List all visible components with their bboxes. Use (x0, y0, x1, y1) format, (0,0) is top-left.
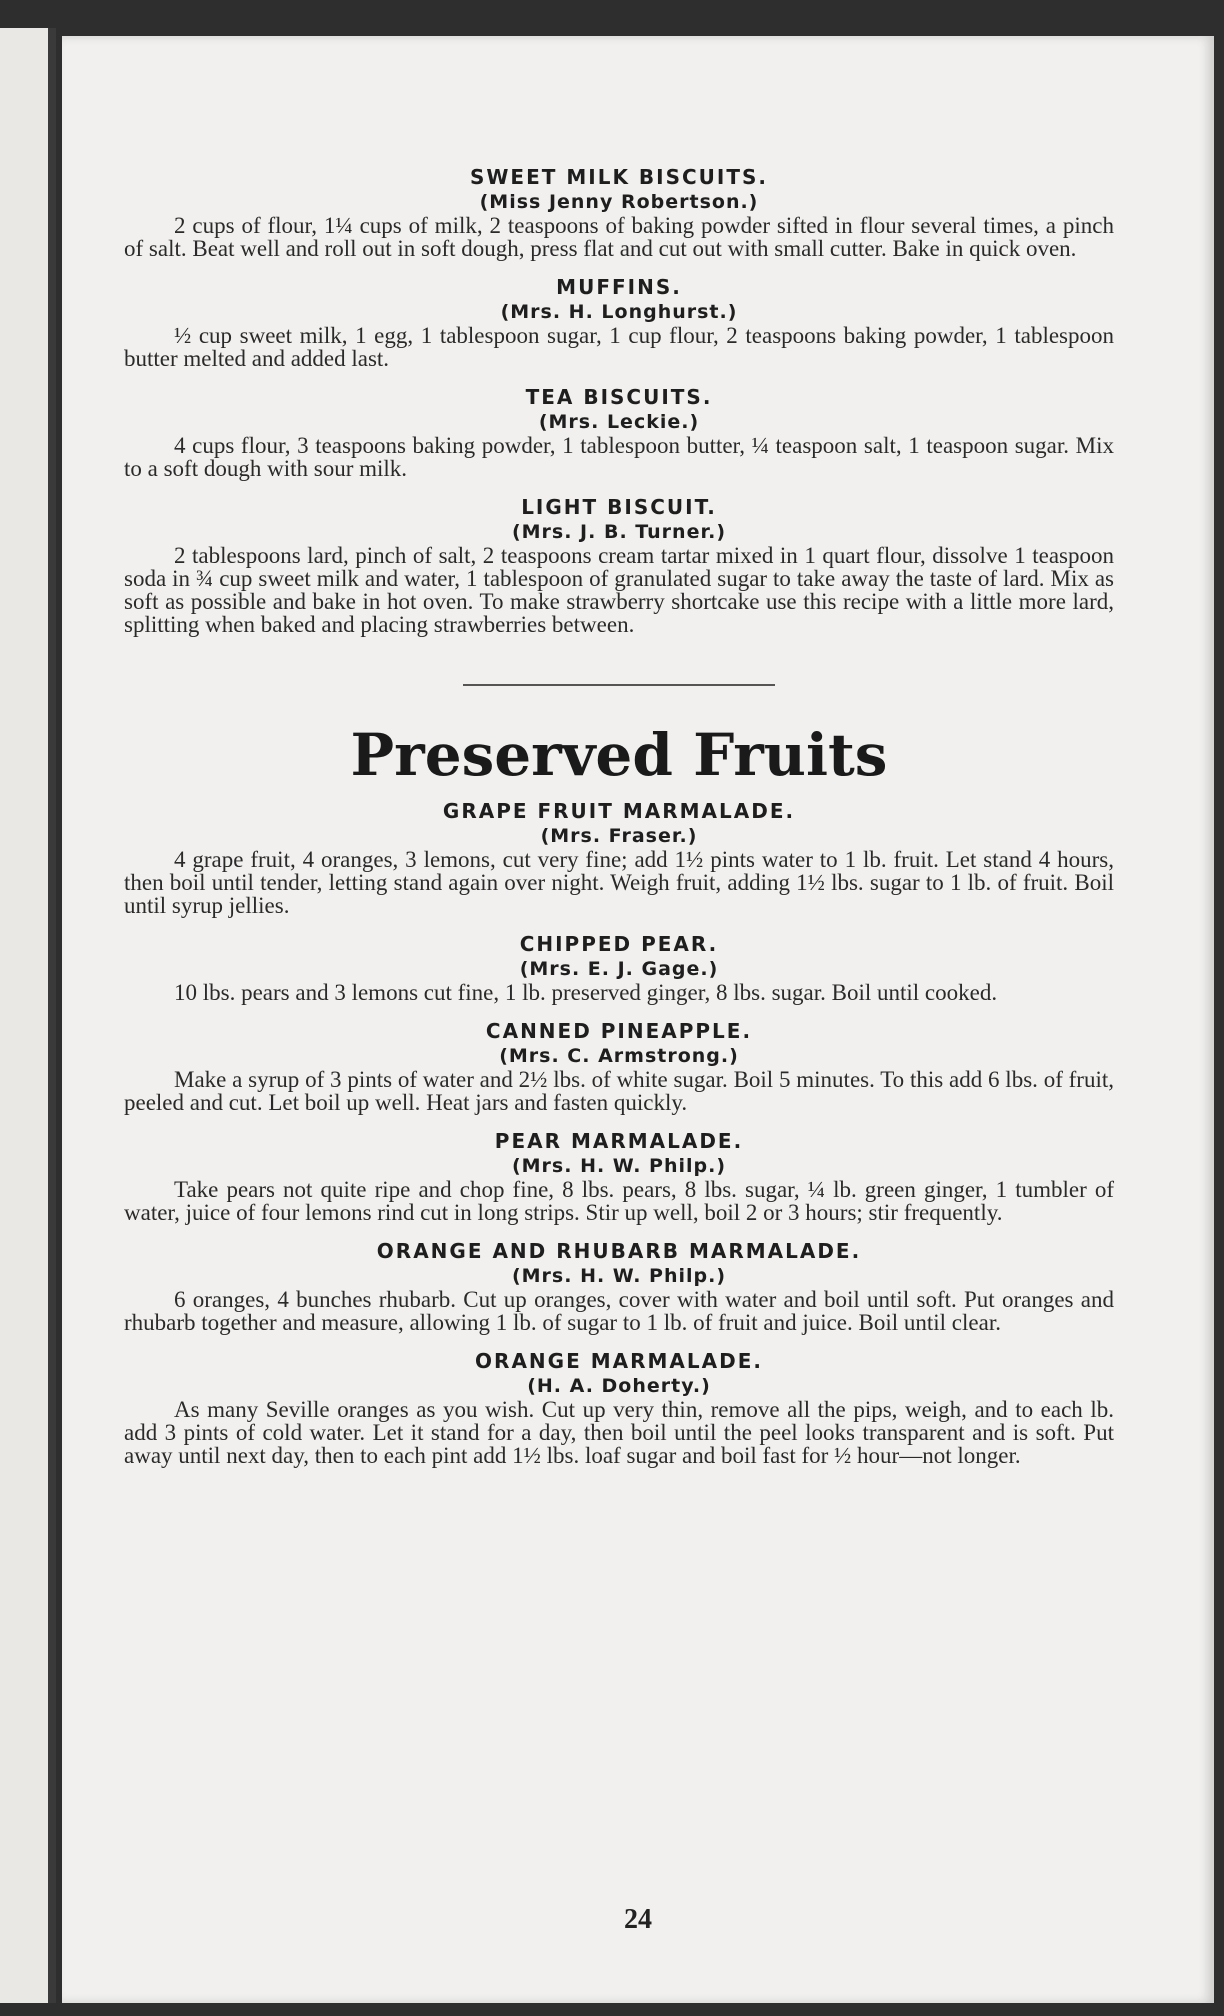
recipe-pear-marmalade (124, 1128, 1114, 1224)
page-content (124, 164, 1114, 1481)
recipe-canned-pineapple (124, 1018, 1114, 1114)
recipe-author: (Mrs. C. Armstrong.) (499, 1045, 739, 1067)
recipe-orange-and-rhubarb-marmalade (124, 1238, 1114, 1334)
recipe-body: 10 lbs. pears and 3 lemons cut fine, 1 lb. preserved ginger, 8 lbs. sugar. Boil until cooked. (174, 980, 998, 1005)
recipe-title: TEA BISCUITS. (525, 385, 713, 409)
recipe-tea-biscuits (124, 384, 1114, 480)
recipe-author: (Mrs. H. Longhurst.) (500, 301, 738, 323)
recipe-title: ORANGE MARMALADE. (475, 1349, 763, 1373)
recipe-body: 4 cups flour, 3 teaspoons baking powder, 1 tablespoon butter, ¼ teaspoon salt, 1 teaspoon sugar. Mix to a soft dough with sour milk. (124, 433, 1114, 481)
recipe-title: GRAPE FRUIT MARMALADE. (442, 799, 796, 823)
recipe-chipped-pear (124, 931, 1114, 1004)
recipe-light-biscuit (124, 494, 1114, 636)
adjacent-page-edge (0, 28, 56, 2003)
recipe-author: (Mrs. H. W. Philp.) (511, 1265, 727, 1287)
recipe-author: (Mrs. H. W. Philp.) (511, 1155, 727, 1177)
recipe-author: (Mrs. J. B. Turner.) (511, 521, 727, 543)
recipe-body: 2 tablespoons lard, pinch of salt, 2 teaspoons cream tartar mixed in 1 quart flour, dissolve 1 teaspoon soda in ¾ cup sweet milk and water, 1 tablespoon of granulated sugar to take away the taste of lard. Mix as soft as possible and bake in hot oven. To make strawberry shortcake use this recipe with a little more lard, splitting when baked and placing strawberries between. (124, 543, 1114, 637)
recipe-muffins (124, 274, 1114, 370)
section-title: Preserved Fruits (350, 721, 888, 789)
recipe-body: 2 cups of flour, 1¼ cups of milk, 2 teaspoons of baking powder sifted in flour several times, a pinch of salt. Beat well and roll out in soft dough, press flat and cut out with small cutter. Bake in quick oven. (124, 213, 1114, 261)
page-number: 24 (624, 1904, 652, 1935)
recipe-title: MUFFINS. (556, 275, 682, 299)
recipe-body: Make a syrup of 3 pints of water and 2½ lbs. of white sugar. Boil 5 minutes. To this add 6 lbs. of fruit, peeled and cut. Let boil up well. Heat jars and fasten quickly. (124, 1067, 1114, 1115)
recipe-title: LIGHT BISCUIT. (521, 495, 717, 519)
recipe-title: ORANGE AND RHUBARB MARMALADE. (376, 1239, 862, 1263)
recipe-author: (H. A. Doherty.) (527, 1375, 711, 1397)
recipe-body: 4 grape fruit, 4 oranges, 3 lemons, cut very fine; add 1½ pints water to 1 lb. fruit. Let stand 4 hours, then boil until tender, letting stand again over night. Weigh fruit, adding 1½ lbs. sugar to 1 lb. of fruit. Boil until syrup jellies. (124, 847, 1114, 918)
recipe-author: (Mrs. Leckie.) (538, 411, 700, 433)
recipe-title: PEAR MARMALADE. (494, 1129, 744, 1153)
recipe-sweet-milk-biscuits (124, 164, 1114, 260)
recipe-title: CANNED PINEAPPLE. (485, 1019, 753, 1043)
recipe-grape-fruit-marmalade (124, 798, 1114, 917)
recipe-body: Take pears not quite ripe and chop fine, 8 lbs. pears, 8 lbs. sugar, ¼ lb. green ginger, 1 tumbler of water, juice of four lemons rind cut in long strips. Stir up well, boil 2 or 3 hours; stir frequently. (124, 1177, 1114, 1225)
book-page (62, 36, 1214, 2003)
recipe-orange-marmalade (124, 1348, 1114, 1467)
section-divider (463, 684, 775, 686)
recipe-author: (Mrs. E. J. Gage.) (519, 958, 719, 980)
recipe-author: (Miss Jenny Robertson.) (479, 191, 759, 213)
recipe-title: CHIPPED PEAR. (519, 932, 719, 956)
recipe-author: (Mrs. Fraser.) (540, 825, 698, 847)
recipe-title: SWEET MILK BISCUITS. (469, 165, 769, 189)
recipe-body: As many Seville oranges as you wish. Cut up very thin, remove all the pips, weigh, and to each lb. add 3 pints of cold water. Let it stand for a day, then boil until the peel looks transparent and is soft. Put away until next day, then to each pint add 1½ lbs. loaf sugar and boil fast for ½ hour—not longer. (124, 1397, 1114, 1468)
recipe-body: ½ cup sweet milk, 1 egg, 1 tablespoon sugar, 1 cup flour, 2 teaspoons baking powder, 1 tablespoon butter melted and added last. (124, 323, 1114, 371)
recipe-body: 6 oranges, 4 bunches rhubarb. Cut up oranges, cover with water and boil until soft. Put oranges and rhubarb together and measure, allowing 1 lb. of sugar to 1 lb. of fruit and juice. Boil until clear. (124, 1287, 1114, 1335)
